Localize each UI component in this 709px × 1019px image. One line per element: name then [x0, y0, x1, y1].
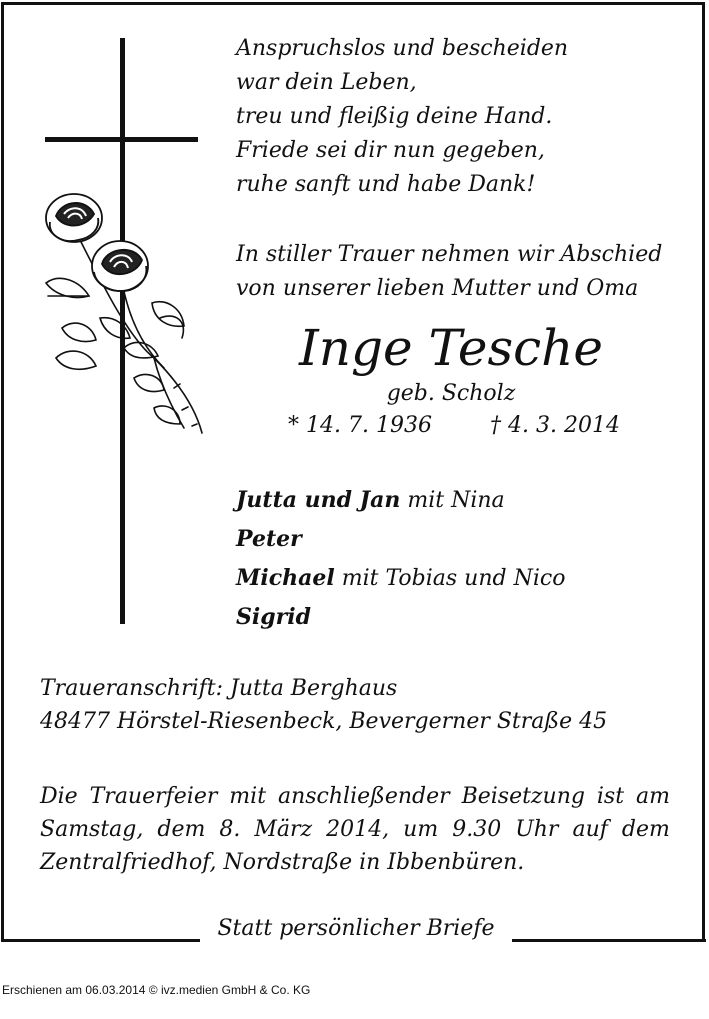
- service-word: Uhr: [515, 817, 559, 842]
- family-member-name: Peter: [236, 526, 302, 552]
- poem-line: Friede sei dir nun gegeben,: [236, 138, 545, 163]
- poem-line: Anspruchslos und bescheiden: [236, 36, 569, 61]
- bottom-rule-left: [1, 939, 200, 942]
- service-word: am: [635, 784, 670, 809]
- family-member-name: Michael: [236, 565, 335, 591]
- service-word: 2014,: [326, 817, 390, 842]
- family-member-extra: mit Tobias und Nico: [334, 566, 566, 591]
- family-member-extra: mit Nina: [400, 488, 505, 513]
- family-member-name: Jutta und Jan: [236, 487, 401, 513]
- intro-line: In stiller Trauer nehmen wir Abschied: [236, 242, 663, 267]
- service-word: anschließender: [277, 784, 450, 809]
- service-word: Beisetzung: [461, 784, 585, 809]
- service-word: ist: [596, 784, 625, 809]
- service-word: März: [254, 817, 313, 842]
- service-word: um: [403, 817, 439, 842]
- service-line-2: [40, 813, 670, 846]
- service-word: Trauerfeier: [89, 784, 218, 809]
- mourning-address: [40, 672, 607, 738]
- bottom-rule-right: [512, 939, 706, 942]
- service-word: mit: [229, 784, 267, 809]
- service-word: 8.: [219, 817, 241, 842]
- poem: [236, 32, 568, 202]
- family-member-name: Sigrid: [236, 604, 311, 630]
- service-word: Samstag,: [40, 817, 144, 842]
- family-member: [236, 598, 565, 637]
- roses-icon: [34, 188, 206, 460]
- service-word: 9.30: [452, 817, 502, 842]
- address-line: 48477 Hörstel-Riesenbeck, Bevergerner Straße 45: [40, 709, 608, 734]
- death-date: † 4. 3. 2014: [490, 413, 620, 438]
- family-member: [236, 481, 565, 520]
- closing-note: Statt persönlicher Briefe: [217, 916, 495, 941]
- poem-line: war dein Leben,: [236, 70, 417, 95]
- farewell-intro: [236, 238, 662, 306]
- address-line: Traueranschrift: Jutta Berghaus: [40, 676, 398, 701]
- birth-date: * 14. 7. 1936: [288, 413, 432, 438]
- family-member: [236, 520, 565, 559]
- service-line-1: [40, 780, 670, 813]
- poem-line: ruhe sanft und habe Dank!: [236, 172, 536, 197]
- family-list: [236, 481, 565, 637]
- service-word: Die: [40, 784, 78, 809]
- service-line-3: Zentralfriedhof, Nordstraße in Ibbenbüren.: [40, 850, 525, 875]
- funeral-service-info: [40, 780, 670, 879]
- intro-line: von unserer lieben Mutter und Oma: [236, 276, 639, 301]
- cross-horizontal-bar: [45, 137, 198, 142]
- service-word: dem: [621, 817, 670, 842]
- service-word: auf: [572, 817, 608, 842]
- deceased-name: Inge Tesche: [299, 319, 603, 377]
- family-member: [236, 559, 565, 598]
- poem-line: treu und fleißig deine Hand.: [236, 104, 553, 129]
- service-word: dem: [157, 817, 206, 842]
- birth-name: geb. Scholz: [386, 381, 516, 406]
- publication-footer: Erschienen am 06.03.2014 © ivz.medien GmbH & Co. KG: [2, 983, 311, 997]
